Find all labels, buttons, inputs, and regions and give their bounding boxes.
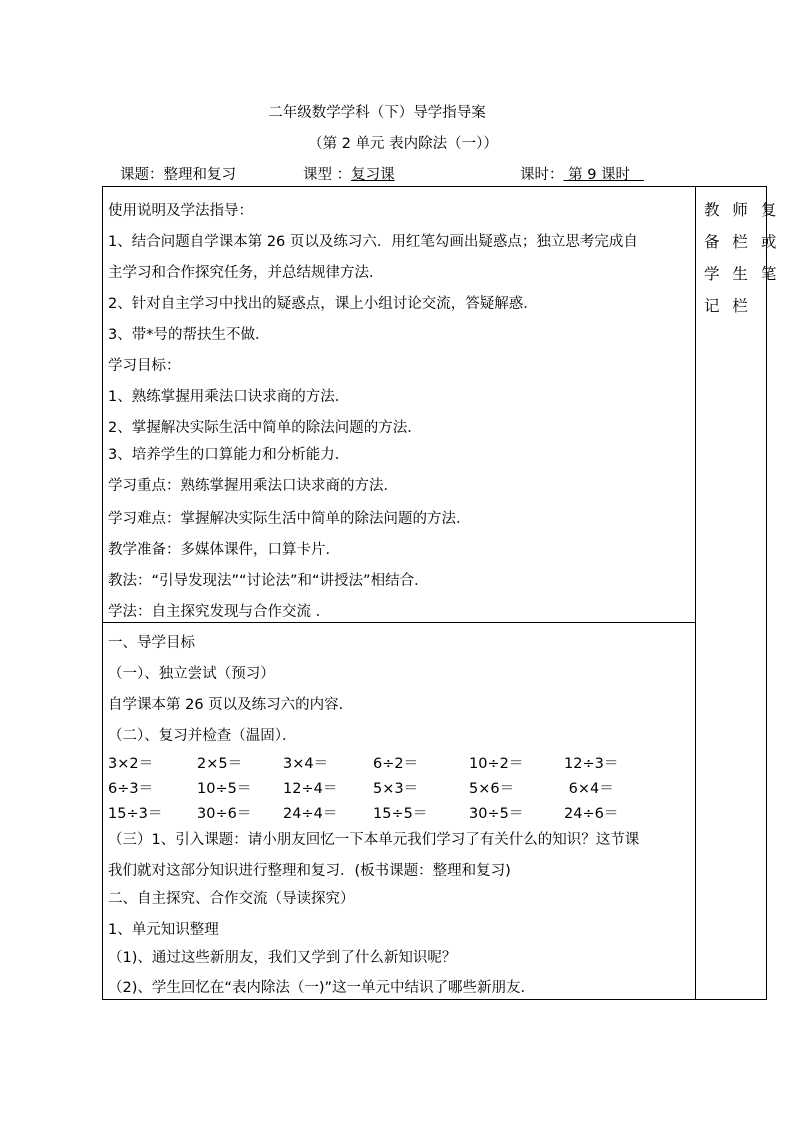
side-note-line: 教 师 复 <box>704 201 781 219</box>
text-line: 1、结合问题自学课本第 26 页以及练习六．用红笔勾画出疑惑点；独立思考完成自 <box>108 234 638 250</box>
side-note-line: 记 栏 <box>704 297 752 315</box>
topic-label: 课题：整理和复习 <box>120 167 236 183</box>
math-item: 30÷6＝ <box>197 806 252 822</box>
text-line: （1)、通过这些新朋友，我们又学到了什么新知识呢？ <box>108 950 457 966</box>
math-item: 12÷4＝ <box>283 781 338 797</box>
text-line: 一、导学目标 <box>108 635 195 651</box>
math-item: 6÷3＝ <box>108 781 154 797</box>
math-item: 12÷3＝ <box>564 756 619 772</box>
table-row-divider <box>102 622 695 623</box>
text-line: （2)、学生回忆在“表内除法（一)”这一单元中结识了哪些新朋友． <box>108 980 536 996</box>
math-item: 6×4＝ <box>564 781 614 797</box>
math-item: 2×5＝ <box>197 756 243 772</box>
text-line: 3、带*号的帮扶生不做． <box>108 327 270 343</box>
text-line: 3、培养学生的口算能力和分析能力． <box>108 447 350 463</box>
text-line: 学习重点：熟练掌握用乘法口诀求商的方法． <box>108 478 398 494</box>
text-line: 教法：“引导发现法”“讨论法”和“讲授法”相结合． <box>108 573 429 589</box>
text-line: 学习难点：掌握解决实际生活中简单的除法问题的方法． <box>108 511 471 527</box>
text-line: 1、单元知识整理 <box>108 922 219 938</box>
math-item: 6÷2＝ <box>373 756 419 772</box>
text-line: 学习目标： <box>108 358 181 374</box>
table-column-divider <box>695 186 696 1000</box>
lesson-period-label: 课时： <box>520 167 564 183</box>
text-line: 学法：自主探究发现与合作交流 ． <box>108 604 331 620</box>
math-item: 5×3＝ <box>373 781 419 797</box>
math-item: 24÷4＝ <box>283 806 338 822</box>
lesson-type-value: 复习课 <box>351 167 395 183</box>
side-note-line: 学 生 笔 <box>704 265 781 283</box>
text-line: 主学习和合作探究任务，并总结规律方法． <box>108 265 384 281</box>
page-subtitle: （第 2 单元 表内除法（一）） <box>308 136 498 152</box>
text-line: （三）1、引入课题：请小朋友回忆一下本单元我们学习了有关什么的知识？这节课 <box>108 832 640 848</box>
text-line: （一）、独立尝试（预习） <box>108 666 275 682</box>
lesson-period <box>520 163 644 184</box>
text-line: 2、针对自主学习中找出的疑惑点，课上小组讨论交流，答疑解惑． <box>108 296 538 312</box>
math-item: 10÷5＝ <box>197 781 252 797</box>
page-title: 二年级数学学科（下）导学指导案 <box>268 105 486 121</box>
math-item: 24÷6＝ <box>564 806 619 822</box>
lesson-period-value: 第 9 课时 <box>563 167 644 183</box>
math-item: 10÷2＝ <box>469 756 524 772</box>
text-line: 使用说明及学法指导： <box>108 203 253 219</box>
math-item: 15÷3＝ <box>108 806 163 822</box>
side-note-line: 备 栏 或 <box>704 233 781 251</box>
math-item: 5×6＝ <box>469 781 515 797</box>
text-line: 1、熟练掌握用乘法口诀求商的方法． <box>108 389 350 405</box>
math-item: 30÷5＝ <box>469 806 524 822</box>
lesson-type-label: 课型 ： <box>303 167 352 183</box>
text-line: 2、掌握解决实际生活中简单的除法问题的方法． <box>108 420 422 436</box>
text-line: 自学课本第 26 页以及练习六的内容． <box>108 697 354 713</box>
text-line: 教学准备：多媒体课件，口算卡片． <box>108 542 340 558</box>
math-item: 3×4＝ <box>283 756 329 772</box>
math-item: 3×2＝ <box>108 756 154 772</box>
text-line: 我们就对这部分知识进行整理和复习．(板书课题：整理和复习) <box>108 863 511 879</box>
math-item: 15÷5＝ <box>373 806 428 822</box>
text-line: 二、自主探究、合作交流（导读探究） <box>108 891 355 907</box>
text-line: （二）、复习并检查（温固）． <box>108 728 297 744</box>
lesson-type <box>303 163 395 184</box>
